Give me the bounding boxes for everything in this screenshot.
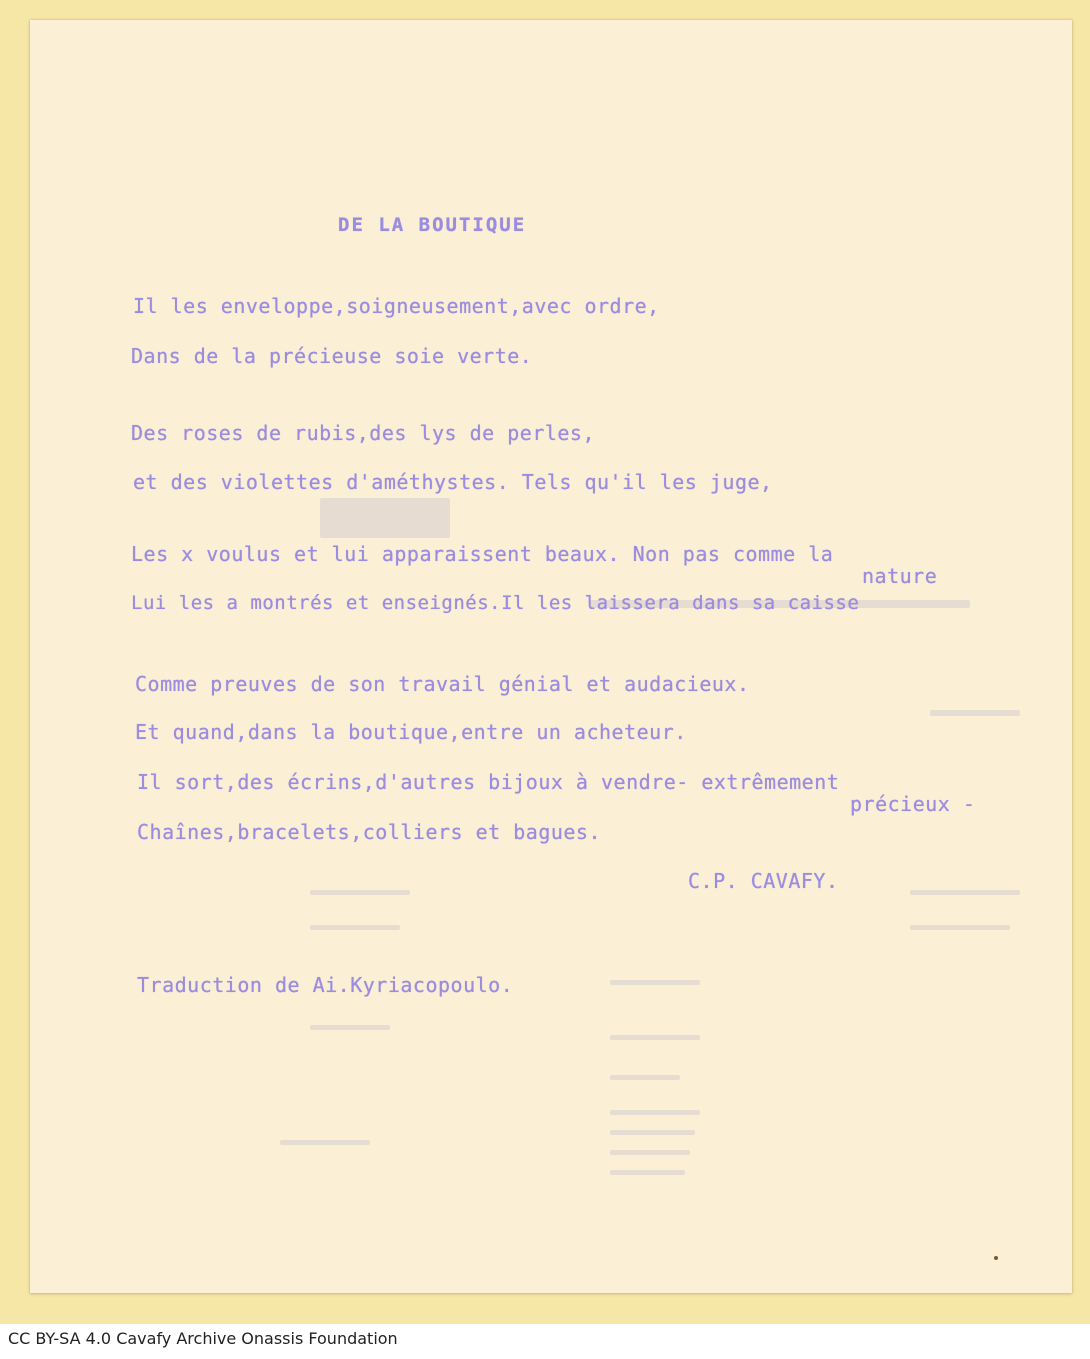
show-through-mark <box>320 498 450 538</box>
paper-fleck <box>994 1256 998 1260</box>
poem-line-continuation: nature <box>862 564 938 588</box>
show-through-mark <box>610 1150 690 1155</box>
poem-line: Dans de la précieuse soie verte. <box>131 344 533 368</box>
show-through-mark <box>930 710 1020 716</box>
poem-line: Il sort,des écrins,d'autres bijoux à vendre- extrêmement <box>137 770 840 794</box>
poem-title: DE LA BOUTIQUE <box>338 214 527 236</box>
poem-line: Chaînes,bracelets,colliers et bagues. <box>137 820 602 844</box>
poem-line: Des roses de rubis,des lys de perles, <box>131 421 596 445</box>
show-through-mark <box>310 890 410 895</box>
signature: C.P. CAVAFY. <box>688 869 839 893</box>
poem-line: et des violettes d'améthystes. Tels qu'il les juge, <box>133 470 773 494</box>
typed-sheet <box>30 20 1072 1293</box>
poem-line: Lui les a montrés et enseignés.Il les laissera dans sa caisse <box>131 592 860 614</box>
poem-line: Et quand,dans la boutique,entre un acheteur. <box>135 720 687 744</box>
poem-line: Il les enveloppe,soigneusement,avec ordre, <box>133 294 660 318</box>
show-through-mark <box>280 1140 370 1145</box>
show-through-mark <box>610 1035 700 1040</box>
poem-line-continuation: précieux - <box>850 792 976 816</box>
license-credit: CC BY-SA 4.0 Cavafy Archive Onassis Foundation <box>8 1329 398 1348</box>
poem-line: Les x voulus et lui apparaissent beaux. Non pas comme la <box>131 542 834 566</box>
translation-note: Traduction de Ai.Kyriacopoulo. <box>137 973 514 997</box>
show-through-mark <box>310 925 400 930</box>
show-through-mark <box>910 925 1010 930</box>
show-through-mark <box>610 1130 695 1135</box>
show-through-mark <box>310 1025 390 1030</box>
show-through-mark <box>910 890 1020 895</box>
show-through-mark <box>610 980 700 985</box>
poem-line: Comme preuves de son travail génial et audacieux. <box>135 672 750 696</box>
show-through-mark <box>610 1110 700 1115</box>
show-through-mark <box>610 1075 680 1080</box>
show-through-mark <box>610 1170 685 1175</box>
